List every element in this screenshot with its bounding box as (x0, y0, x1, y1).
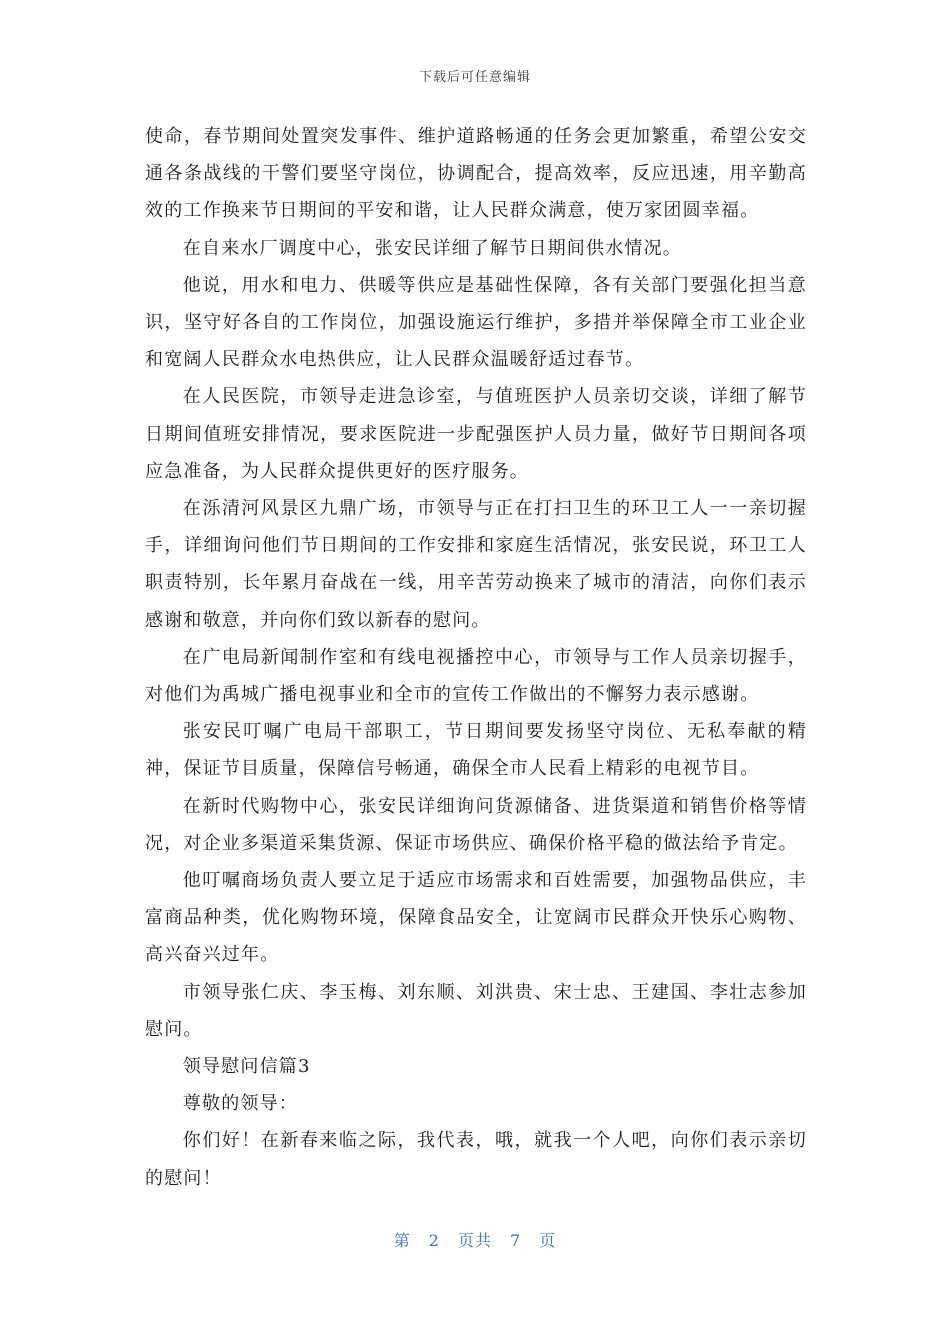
footer-prefix: 第 (393, 1231, 411, 1250)
paragraph-3: 他说，用水和电力、供暖等供应是基础性保障，各有关部门要强化担当意识，坚守好各自的工作岗位，加强设施运行维护，多措并举保障全市工业企业和宽阔人民群众水电热供应，让人民群众温暖舒适过春节。 (145, 274, 807, 371)
footer-current-page: 2 (428, 1231, 440, 1250)
page-footer (0, 1228, 950, 1251)
paragraph-2: 在自来水厂调度中心，张安民详细了解节日期间供水情况。 (182, 237, 682, 259)
page-header: 下载后可任意编辑 (418, 70, 531, 85)
paragraph-8: 在新时代购物中心，张安民详细询问货源储备、进货渠道和销售价格等情况，对企业多渠道采集货源、保证市场供应、确保价格平稳的做法给予肯定。 (145, 795, 807, 854)
section-heading: 领导慰问信篇3 (182, 1056, 311, 1078)
footer-suffix: 页 (539, 1231, 557, 1250)
paragraph-10: 市领导张仁庆、李玉梅、刘东顺、刘洪贵、宋士忠、王建国、李壮志参加慰问。 (145, 981, 807, 1040)
paragraph-9: 他叮嘱商场负责人要立足于适应市场需求和百姓需要，加强物品供应，丰富商品种类，优化购物环境，保障食品安全，让宽阔市民群众开快乐心购物、高兴奋兴过年。 (145, 870, 807, 966)
document-body (145, 118, 807, 1197)
paragraph-5: 在泺清河风景区九鼎广场，市领导与正在打扫卫生的环卫工人一一亲切握手，详细询问他们节日期间的工作安排和家庭生活情况，张安民说，环卫工人职责特别，长年累月奋战在一线，用辛苦劳动换来了城市的清洁，向你们表示感谢和敬意，并向你们致以新春的慰问。 (145, 498, 807, 631)
paragraph-4: 在人民医院，市领导走进急诊室，与值班医护人员亲切交谈，详细了解节日期间值班安排情况，要求医院进一步配强医护人员力量，做好节日期间各项应急准备，为人民群众提供更好的医疗服务。 (145, 386, 807, 482)
footer-middle: 页共 (457, 1231, 492, 1250)
footer-total-pages: 7 (510, 1231, 522, 1250)
paragraph-13: 你们好！在新春来临之际，我代表，哦，就我一个人吧，向你们表示亲切的慰问！ (145, 1130, 807, 1189)
letter-salutation: 尊敬的领导： (182, 1093, 298, 1115)
paragraph-7: 张安民叮嘱广电局干部职工，节日期间要发扬坚守岗位、无私奉献的精神，保证节目质量，保障信号畅通，确保全市人民看上精彩的电视节目。 (145, 721, 807, 780)
paragraph-6: 在广电局新闻制作室和有线电视播控中心，市领导与工作人员亲切握手，对他们为禹城广播电视事业和全市的宣传工作做出的不懈努力表示感谢。 (145, 646, 807, 706)
paragraph-1: 使命，春节期间处置突发事件、维护道路畅通的任务会更加繁重，希望公安交通各条战线的干警们要坚守岗位，协调配合，提高效率，反应迅速，用辛勤高效的工作换来节日期间的平安和谐，让人民群众满意，使万家团圆幸福。 (145, 126, 807, 222)
